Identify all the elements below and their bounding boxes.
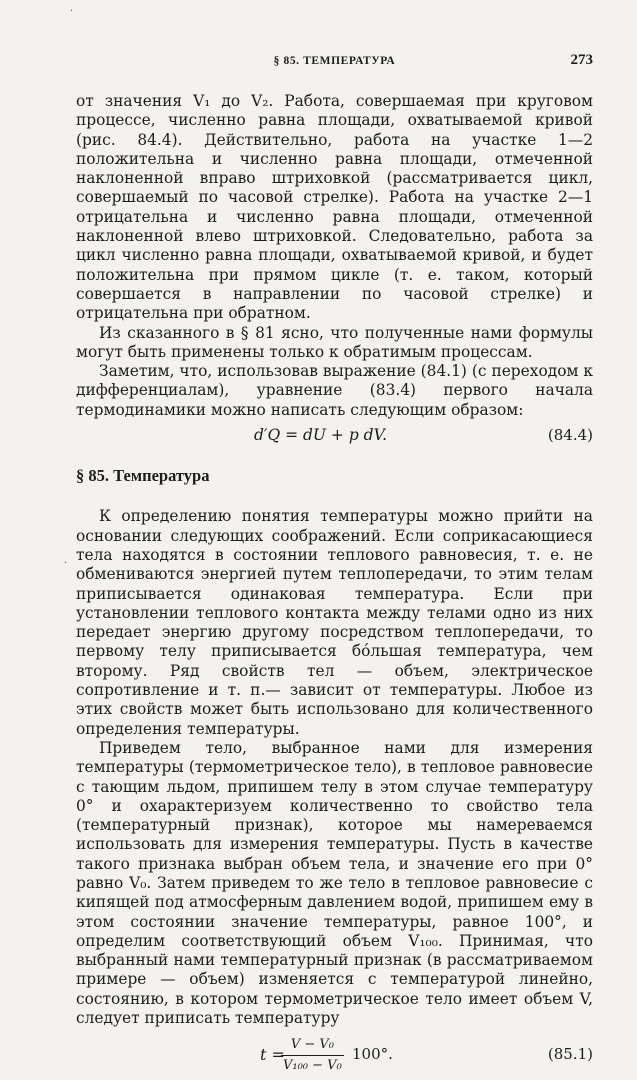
fraction-numerator: V − V₀ [290, 1037, 334, 1053]
equation-number: (84.4) [547, 426, 593, 445]
body-text [76, 92, 593, 1080]
formula-84-4 [76, 422, 593, 452]
fraction [281, 1035, 344, 1075]
running-title: § 85. ТЕМПЕРАТУРА [273, 55, 396, 67]
page [76, 50, 593, 1080]
scan-speck: · [64, 558, 68, 569]
section-heading: § 85. Температура [76, 466, 210, 486]
paragraph: Приведем тело, выбранное нами для измерения температуры (термометрическое тело), в тепловое равновесие с тающим льдом, припишем телу в этом случае температуру 0° и охарактеризуем количественно то свойство тела (температурный признак), которое мы намереваемся использовать для измерения температуры. Пусть в качестве такого признака выбран объем тела, и значение его при 0° равно V₀. Затем приведем то же тело в тепловое равновесие с кипящей под атмосферным давлением водой, припишем ему в этом состоянии значение температуры, равное 100°, и определим соответствующий объем V₁₀₀. Принимая, что выбранный нами температурный признак (в рассматриваемом примере — объем) изменяется с температурой линейно, состоянию, в котором термометрическое тело имеет объем V, следует приписать температуру [76, 738, 593, 1028]
scan-speck: · [70, 6, 74, 17]
equation-number: (85.1) [547, 1045, 593, 1064]
paragraph: от значения V₁ до V₂. Работа, совершаемая при круговом процессе, численно равна площади, охватываемой кривой (рис. 84.4). Действительно, работа на участке 1—2 положительна и численно равна площади, отмеченной наклоненной вправо штриховкой (рассматривается цикл, совершаемый по часовой стрелке). Работа на участке 2—1 отрицательна и численно равна площади, отмеченной наклоненной влево штриховкой. Следовательно, работа за цикл численно равна площади, охватываемой кривой, и будет положительна при прямом цикле (т. е. таком, который совершается в направлении по часовой стрелке) и отрицательна при обратном. [76, 92, 593, 323]
paragraph: К определению понятия температуры можно прийти на основании следующих соображений. Если соприкасающиеся тела находятся в состоянии теплового равновесия, т. е. не обмениваются энергией путем теплопередачи, то этим телам приписывается одинаковая температура. Если при установлении теплового контакта между телами одно из них передает энергию другому посредством теплопередачи, то первому телу приписывается бо́льшая температура, чем второму. Ряд свойств тел — объем, электрическое сопротивление и т. п.— зависит от температуры. Любое из этих свойств может быть использовано для количественного определения температуры. [76, 507, 593, 738]
paragraph: Заметим, что, использовав выражение (84.1) (с переходом к дифференциалам), уравнение (83.4) первого начала термодинамики можно написать следующим образом: [76, 362, 593, 419]
page-number: 273 [570, 52, 593, 68]
running-header [76, 50, 593, 74]
formula-expression: d′Q = dU + p dV. [254, 426, 387, 445]
paragraph: Из сказанного в § 81 ясно, что полученные нами формулы могут быть применены только к обратимым процессам. [76, 323, 593, 361]
fraction-denominator: V₁₀₀ − V₀ [281, 1055, 344, 1075]
formula-lhs: t = [260, 1045, 285, 1065]
formula-85-1 [76, 1034, 593, 1080]
formula-factor: 100°. [352, 1045, 393, 1064]
